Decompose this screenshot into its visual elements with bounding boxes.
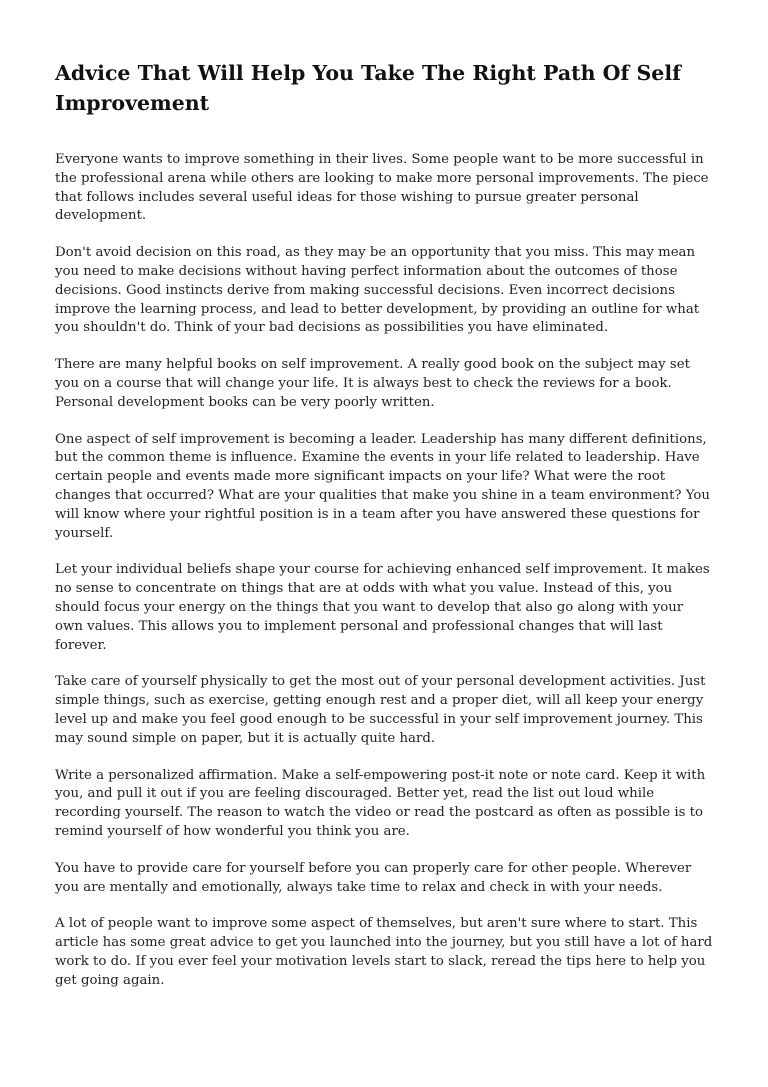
document-page	[55, 58, 715, 1008]
paragraph-4: One aspect of self improvement is becoming a leader. Leadership has many different definitions, but the common theme is influence. Examine the events in your life related to leadership. Have certain people and events made more significant impacts on your life? What were the root changes that occurred? What are your qualities that make you shine in a team environment? You will know where your rightful position is in a team after you have answered these questions for yourself.	[55, 431, 710, 541]
paragraph-5: Let your individual beliefs shape your course for achieving enhanced self improvement. It makes no sense to concentrate on things that are at odds with what you value. Instead of this, you should focus your energy on the things that you want to develop that also go along with your own values. This allows you to implement personal and professional changes that will last forever.	[55, 562, 710, 653]
paragraph-6: Take care of yourself physically to get the most out of your personal development activities. Just simple things, such as exercise, getting enough rest and a proper diet, will all keep your energy level up and make you feel good enough to be successful in your self improvement journey. This may sound simple on paper, but it is actually quite hard.	[55, 674, 706, 746]
paragraph-7: Write a personalized affirmation. Make a self-empowering post-it note or note card. Keep it with you, and pull it out if you are feeling discouraged. Better yet, read the list out loud while recording yourself. The reason to watch the video or read the postcard as often as possible is to remind yourself of how wonderful you think you are.	[55, 767, 706, 839]
paragraph-3: There are many helpful books on self improvement. A really good book on the subject may set you on a course that will change your life. It is always best to check the reviews for a book. Personal development books can be very poorly written.	[55, 357, 690, 410]
paragraph-1: Everyone wants to improve something in their lives. Some people want to be more successful in the professional arena while others are looking to make more personal improvements. The piece that follows includes several useful ideas for those wishing to pursue greater personal development.	[55, 152, 709, 224]
document-title: Advice That Will Help You Take The Right Path Of Self Improvement	[55, 61, 681, 115]
paragraph-9: A lot of people want to improve some aspect of themselves, but aren't sure where to start. This article has some great advice to get you launched into the journey, but you still have a lot of hard work to do. If you ever feel your motivation levels start to slack, reread the tips here to help you get going again.	[55, 916, 713, 988]
paragraph-2: Don't avoid decision on this road, as they may be an opportunity that you miss. This may mean you need to make decisions without having perfect information about the outcomes of those decisions. Good instincts derive from making successful decisions. Even incorrect decisions improve the learning process, and lead to better development, by providing an outline for what you shouldn't do. Think of your bad decisions as possibilities you have eliminated.	[55, 245, 700, 336]
paragraph-8: You have to provide care for yourself before you can properly care for other people. Wherever you are mentally and emotionally, always take time to relax and check in with your needs.	[55, 860, 692, 895]
